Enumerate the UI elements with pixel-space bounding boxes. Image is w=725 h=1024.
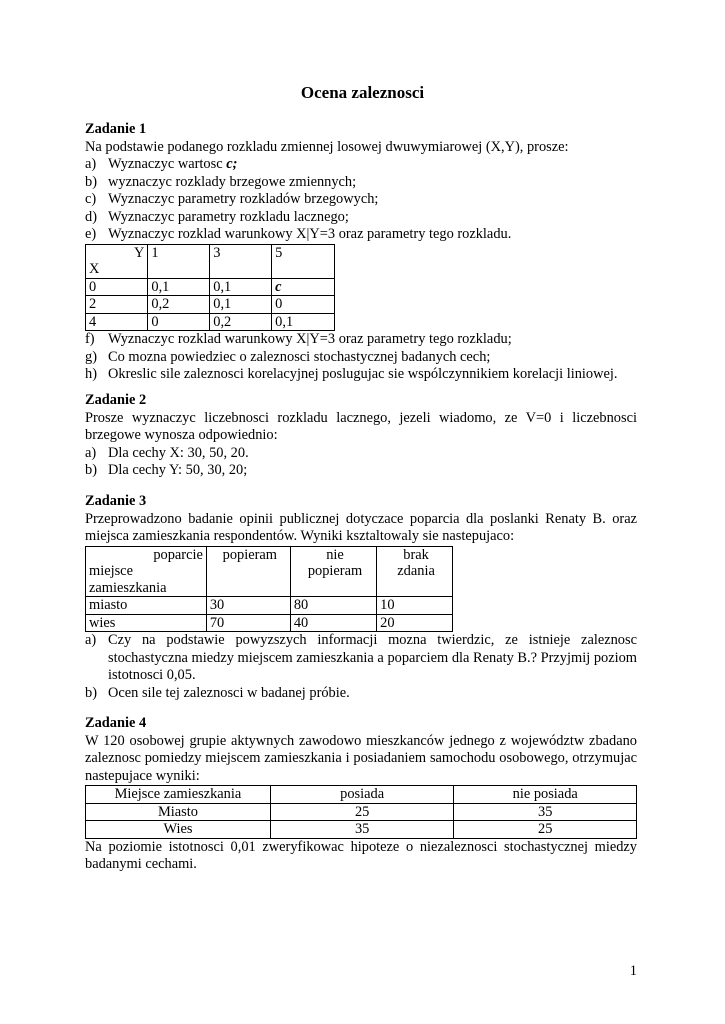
- task-1-item-e: e) Wyznaczyc rozklad warunkowy X|Y=3 oraz parametry tego rozkladu.: [85, 226, 512, 242]
- table-row: 2 0,2 0,1 0: [86, 296, 335, 314]
- task-4-table: [85, 785, 637, 839]
- table-row: Miasto 25 35: [86, 803, 637, 821]
- task-1-item-h: h) Okreslic sile zaleznosci korelacyjnej poslugujac sie wspólczynnikiem korelacji liniowej.: [85, 366, 618, 382]
- task-2-intro: Prosze wyznaczyc liczebnosci rozkladu lacznego, jezeli wiadomo, ze V=0 i liczebnosci brzegowe wynosza odpowiednio:: [85, 409, 637, 443]
- table-header-cell: nie popieram: [290, 546, 376, 597]
- task-3-intro: Przeprowadzono badanie opinii publicznej dotyczace poparcia dla poslanki Renaty B. oraz miejsca zamieszkania respondentów. Wyniki ksztaltowaly sie nastepujaco:: [85, 510, 637, 544]
- table-header-cell: 1: [148, 244, 210, 278]
- table-header-cell: nie posiada: [454, 786, 637, 804]
- task-3-heading: Zadanie 3: [85, 493, 147, 509]
- table-header-cell: 3: [210, 244, 272, 278]
- table-row: Wies 35 25: [86, 821, 637, 839]
- task-3: [85, 493, 637, 702]
- page-title: Ocena zaleznosci: [300, 83, 425, 102]
- table-header-cell: 5: [272, 244, 335, 278]
- table-header-cell: posiada: [270, 786, 454, 804]
- table-corner: poparcie miejsce zamieszkania: [86, 546, 207, 597]
- task-1-item-b: b) wyznaczyc rozklady brzegowe zmiennych;: [85, 173, 357, 190]
- table-row: 0 0,1 0,1 c: [86, 278, 335, 296]
- task-4-intro: W 120 osobowej grupie aktywnych zawodowo mieszkanców jednego z województw zbadano zaleznosc pomiedzy miejscem zamieszkania i posiadaniem samochodu osobowego, otrzymujac nastepujace wyniki:: [85, 732, 637, 784]
- task-3-table: [85, 546, 453, 633]
- task-2-item-b: b) Dla cechy Y: 50, 30, 20;: [85, 462, 248, 478]
- table-corner: Y X: [86, 244, 148, 278]
- table-row: miasto 30 80 10: [86, 597, 453, 615]
- table-row: 4 0 0,2 0,1: [86, 313, 335, 331]
- task-1-item-a: a) Wyznaczyc wartosc c;: [85, 156, 238, 172]
- task-4-heading: Zadanie 4: [85, 715, 147, 731]
- task-3-item-b: b) Ocen sile tej zaleznosci w badanej próbie.: [85, 684, 350, 701]
- task-1-item-c: c) Wyznaczyc parametry rozkladów brzegowych;: [85, 191, 379, 207]
- task-1-heading: Zadanie 1: [85, 121, 147, 137]
- task-1: [85, 121, 637, 384]
- task-1-item-f: f) Wyznaczyc rozklad warunkowy X|Y=3 oraz parametry tego rozkladu;: [85, 331, 512, 347]
- task-3-item-a: a) Czy na podstawie powyzszych informacji mozna twierdzic, ze istnieje zaleznosc stochastyczna miedzy miejscem zamieszkania a poparciem dla Renaty B.? Przyjmij poziom istotnosci 0,05.: [85, 632, 637, 683]
- task-1-intro: Na podstawie podanego rozkladu zmiennej losowej dwuwymiarowej (X,Y), prosze:: [85, 138, 569, 155]
- table-row: wies 70 40 20: [86, 614, 453, 632]
- task-4: [85, 715, 637, 874]
- task-2-heading: Zadanie 2: [85, 392, 147, 408]
- task-1-item-g: g) Co mozna powiedziec o zaleznosci stochastycznej badanych cech;: [85, 348, 491, 365]
- task-2-item-a: a) Dla cechy X: 30, 50, 20.: [85, 444, 249, 461]
- task-1-item-d: d) Wyznaczyc parametry rozkladu lacznego;: [85, 208, 349, 225]
- page-number: 1: [629, 963, 637, 979]
- task-2: [85, 392, 637, 480]
- task-1-table: [85, 244, 335, 332]
- table-header-cell: popieram: [206, 546, 290, 597]
- table-header-cell: Miejsce zamieszkania: [86, 786, 271, 804]
- table-header-cell: brak zdania: [377, 546, 453, 597]
- task-4-outro: Na poziomie istotnosci 0,01 zweryfikowac hipoteze o niezaleznosci stochastycznej miedzy badanymi cechami.: [85, 838, 637, 872]
